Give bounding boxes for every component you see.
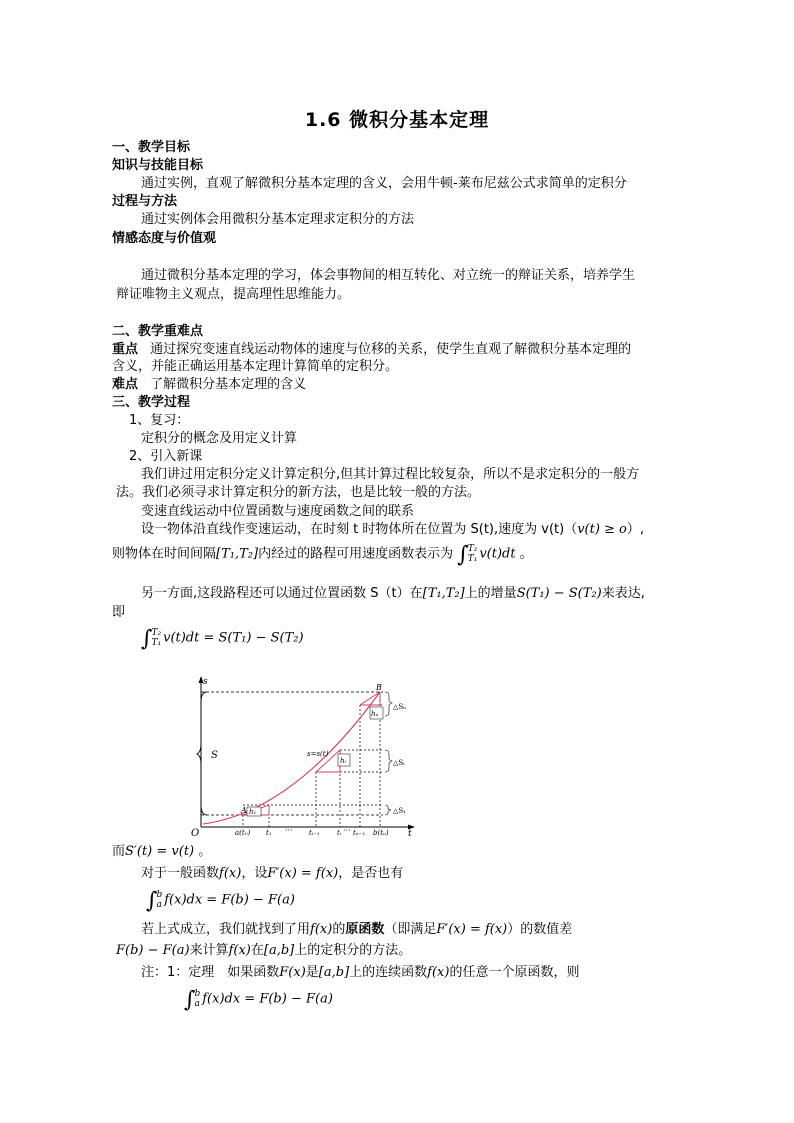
position-text-b: 上的增量	[464, 586, 517, 601]
step-1-label: 1、复习：	[129, 413, 190, 428]
difficulty-label: 难点	[112, 377, 139, 392]
conclusion-text-a: 若上式成立，我们就找到了用	[141, 922, 311, 937]
conclusion-text-g: 上的定积分的方法。	[294, 943, 412, 958]
tick-tn-1-label: tₙ₋₁	[353, 829, 366, 837]
integral-sign: ∫	[457, 542, 469, 568]
conclusion-fx-2: f(x)	[228, 943, 251, 958]
emotion-heading: 情感态度与价值观	[112, 231, 217, 246]
question-Fx: F′(x) = f(x)	[267, 866, 339, 881]
conclusion-interval: [a,b]	[263, 943, 295, 958]
motion-text-2a: 则物体在时间间隔	[112, 546, 217, 562]
equation-1-body: v(t)dt = S(T₁) − S(T₂)	[163, 630, 304, 646]
s-brace	[197, 692, 207, 815]
theorem-Fx: F(x)	[279, 965, 306, 980]
intro-line-1: 我们讲过用定积分定义计算定积分,但其计算过程比较复杂，所以不是求定积分的一般方	[141, 467, 640, 482]
upper-limit: T₂	[151, 628, 162, 638]
equation-1	[141, 628, 304, 650]
section-heading-objectives: 一、教学目标	[112, 140, 191, 155]
question-line	[141, 864, 403, 884]
question-fx: f(x)	[219, 866, 242, 881]
key-point-text-1: 通过探究变速直线运动物体的速度与位移的关系，使学生直观了解微积分基本定理的	[150, 342, 632, 357]
time-interval: [T₁,T₂]	[216, 546, 259, 562]
equation-2	[146, 890, 295, 912]
motion-figure	[183, 672, 423, 842]
curve-label: s=s(t)	[307, 750, 329, 758]
key-point-label: 重点	[112, 342, 139, 357]
question-text-b: ，设	[241, 866, 268, 881]
key-point-text-2: 含义，并能正确运用基本定理计算简单的定积分。	[112, 359, 399, 374]
delta-si-label: △Sᵢ	[393, 759, 405, 767]
emotion-text-line-1: 通过微积分基本定理的学习，体会事物间的相互转化、对立统一的辩证关系，培养学生	[141, 268, 636, 283]
question-text-c: ，是否也有	[338, 866, 404, 881]
tick-t1-label: t₁	[266, 829, 272, 837]
h1-label: h₁	[249, 808, 257, 816]
motion-text-2b: 内经过的路程可用速度函数表示为	[258, 546, 454, 562]
integral-sign: ∫	[146, 888, 158, 914]
antiderivative-term: 原函数	[345, 922, 385, 937]
process-heading: 过程与方法	[112, 194, 178, 209]
derivative-math: S′(t) = v(t)	[125, 844, 195, 859]
lower-limit: T₁	[151, 638, 162, 648]
subsection-heading: 变速直线运动中位置函数与速度函数之间的联系	[141, 504, 415, 519]
brace-i	[385, 750, 392, 772]
tick-a-label: a(t₀)	[235, 829, 251, 837]
point-a-label: A	[241, 806, 247, 815]
lower-limit: a	[156, 900, 162, 910]
derivative-end: 。	[198, 844, 212, 859]
point-b-label: B	[376, 683, 382, 692]
upper-limit: b	[156, 890, 163, 900]
origin-label: O	[191, 828, 200, 839]
tick-ti-label: tᵢ	[337, 829, 342, 837]
tick-dots-2: ···	[343, 826, 351, 835]
brace-n	[385, 692, 392, 716]
conclusion-text-b: 的	[332, 922, 346, 937]
velocity-condition: v(t) ≥ o	[577, 522, 627, 537]
knowledge-heading: 知识与技能目标	[112, 158, 204, 173]
page-title: 1.6 微积分基本定理	[304, 109, 490, 131]
conclusion-line-2	[116, 941, 411, 961]
lower-limit: T₁	[467, 554, 478, 564]
equation-3	[184, 989, 333, 1011]
position-curve	[203, 692, 380, 824]
integral-sign: ∫	[184, 987, 196, 1013]
period: 。	[519, 546, 533, 562]
intro-line-2: 法。我们必须寻求计算定积分的新方法，也是比较一般的方法。	[116, 485, 481, 500]
conclusion-text-f: 在	[250, 943, 264, 958]
conclusion-line-1	[141, 920, 572, 940]
conclusion-text-e: 来计算	[189, 943, 229, 958]
conclusion-fx: f(x)	[310, 922, 333, 937]
position-text-d: 即	[112, 605, 126, 620]
upper-limit: b	[194, 989, 201, 999]
question-text-a: 对于一般函数	[141, 866, 220, 881]
theorem-fx: f(x)	[427, 965, 450, 980]
integral-limits	[468, 544, 478, 564]
conclusion-text-d: ）的数值差	[507, 922, 573, 937]
delta-s1-label: △S₁	[393, 807, 406, 815]
integral-sign: ∫	[141, 626, 153, 652]
theorem-text-d: 的任意一个原函数，则	[449, 965, 580, 980]
delta-sn-label: △Sₙ	[393, 703, 407, 711]
position-increment: S(T₁) − S(T₂)	[516, 586, 602, 601]
upper-limit: T₂	[467, 544, 478, 554]
emotion-text-line-2: 辩证唯物主义观点，提高理性思维能力。	[116, 287, 351, 302]
integral-limits	[156, 890, 162, 910]
knowledge-text: 通过实例，直观了解微积分基本定理的含义，会用牛顿-莱布尼兹公式求简单的定积分	[141, 176, 627, 191]
lower-limit: a	[194, 999, 200, 1009]
tick-b-label: b(tₙ)	[373, 829, 389, 837]
equation-2-body: f(x)dx = F(b) − F(a)	[164, 892, 295, 908]
conclusion-Fx: F′(x) = f(x)	[436, 922, 508, 937]
derivative-text: 而	[112, 844, 126, 859]
tangent-n	[360, 692, 380, 705]
s-brace-label: S	[211, 750, 218, 761]
integrand: v(t)dt	[479, 546, 516, 562]
position-text-c: 来表达,	[601, 586, 645, 601]
tick-dots-1: ···	[285, 826, 293, 835]
conclusion-diff: F(b) − F(a)	[116, 943, 190, 958]
integral-limits	[194, 989, 200, 1009]
step-2-label: 2、引入新课	[129, 449, 203, 464]
equation-3-body: f(x)dx = F(b) − F(a)	[202, 991, 333, 1007]
difficulty-line	[112, 375, 306, 395]
paragraph-motion-2	[112, 544, 533, 566]
theorem-interval: [a,b]	[318, 965, 350, 980]
t-axis-label: t	[408, 829, 412, 839]
theorem-text-b: 是	[305, 965, 319, 980]
integral-limits	[151, 628, 161, 648]
process-text: 通过实例体会用微积分基本定理求定积分的方法	[141, 212, 415, 227]
tick-ti-1-label: tᵢ₋₁	[309, 829, 320, 837]
paragraph-position-1	[141, 584, 645, 604]
paragraph-motion-1	[141, 520, 644, 540]
derivative-line	[112, 842, 211, 862]
motion-text-1a: 设一物体沿直线作变速运动，在时刻 t 时物体所在位置为 S(t),速度为 v(t)（	[141, 522, 578, 537]
hi-label: hᵢ	[340, 757, 346, 765]
difficulty-text: 了解微积分基本定理的含义	[150, 377, 307, 392]
time-interval-2: [T₁,T₂]	[422, 586, 465, 601]
theorem-line	[141, 963, 579, 983]
position-text-a: 另一方面,这段路程还可以通过位置函数 S（t）在	[141, 586, 423, 601]
step-1-text: 定积分的概念及用定义计算	[141, 431, 298, 446]
brace-1	[385, 805, 391, 815]
conclusion-text-c: （即满足	[384, 922, 437, 937]
hn-label: hₙ	[371, 710, 379, 718]
s-axis-label: s	[203, 677, 208, 687]
theorem-text-a: 注：1：定理 如果函数	[141, 965, 280, 980]
section-heading-key-points: 二、教学重难点	[112, 324, 204, 339]
motion-text-1b: ）,	[626, 522, 645, 537]
theorem-text-c: 上的连续函数	[349, 965, 428, 980]
section-heading-process: 三、教学过程	[112, 395, 191, 410]
